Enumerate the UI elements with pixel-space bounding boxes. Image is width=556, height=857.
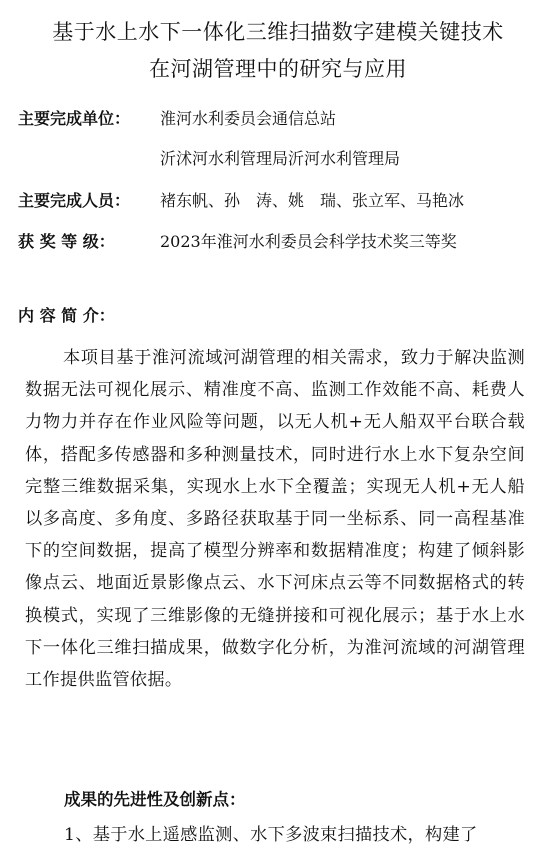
summary-heading: 内 容 简 介： <box>18 306 115 325</box>
award-level-value: 2023年淮河水利委员会科学技术奖三等奖 <box>160 232 457 251</box>
summary-paragraph: 本项目基于淮河流域河湖管理的相关需求，致力于解决监测数据无法可视化展示、精准度不高、监测工作效能不高、耗费人力物力并存在作业风险等问题，以无人机+无人船双平台联合载体，搭配多传感器和多种测量技术，同时进行水上水下复杂空间完整三维数据采集，实现水上水下全覆盖；实现无人机+无人船以多高度、多角度、多路径获取基于同一坐标系、同一高程基准下的空间数据，提高了模型分辨率和数据精准度；构建了倾斜影像点云、地面近景影像点云、水下河床点云等不同数据格式的转换模式，实现了三维影像的无缝拼接和可视化展示；基于水上水下一体化三维扫描成果，做数字化分析，为淮河流域的河湖管理工作提供监管依据。 <box>25 348 525 691</box>
completion-unit-1: 淮河水利委员会通信总站 <box>160 109 337 128</box>
award-level-label: 获 奖 等 级： <box>18 232 115 251</box>
completion-people-label: 主要完成人员： <box>18 191 131 210</box>
innovation-item-1: 1、基于水上遥感监测、水下多波束扫描技术，构建了 <box>64 825 478 845</box>
completion-people: 褚东帆、孙 涛、姚 瑞、张立军、马艳冰 <box>160 191 465 210</box>
document-title-line-1: 基于水上水下一体化三维扫描数字建模关键技术 <box>52 20 504 44</box>
innovation-heading: 成果的先进性及创新点： <box>64 790 246 809</box>
completion-unit-2: 沂沭河水利管理局沂河水利管理局 <box>160 149 401 168</box>
document-title-line-2: 在河湖管理中的研究与应用 <box>149 57 407 81</box>
completion-unit-label: 主要完成单位： <box>18 109 131 128</box>
